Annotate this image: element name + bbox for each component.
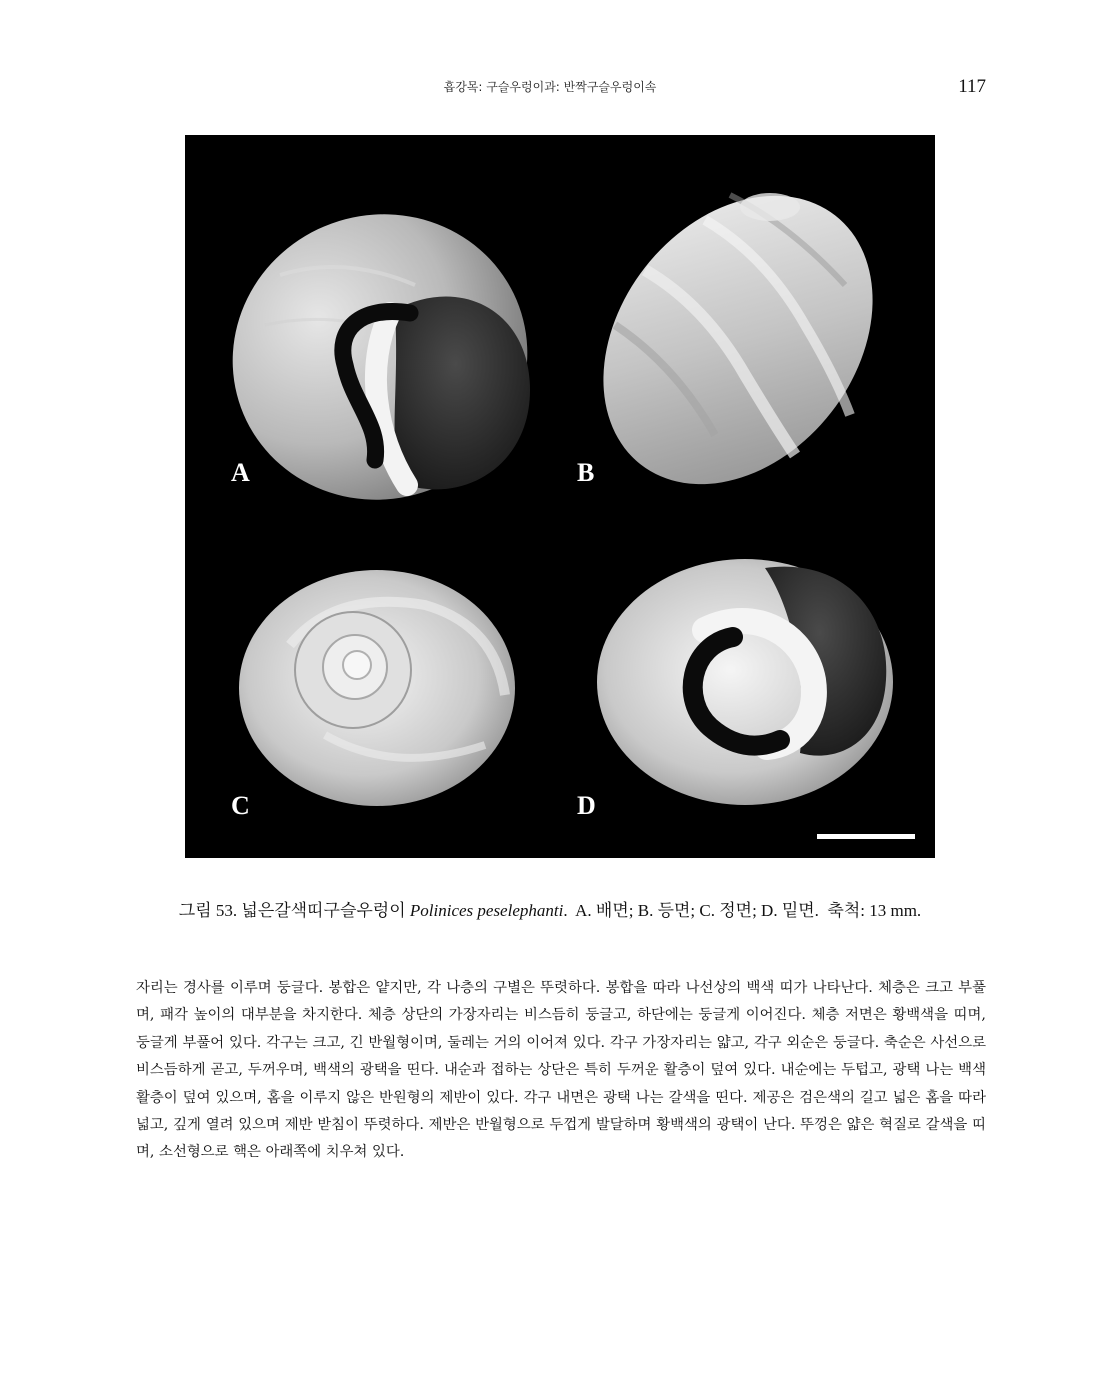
panel-label-b: B: [577, 458, 595, 487]
shell-d-image: [597, 559, 893, 805]
figure-caption: 그림 53. 넓은갈색띠구슬우렁이 Polinices peselephanti. A. 배면; B. 등면; C. 정면; D. 밑면. 축척: 13 mm.: [178, 901, 922, 920]
figure-panel: [185, 135, 935, 858]
caption-scientific-name: Polinices peselephanti: [409, 901, 564, 920]
panel-label-d: D: [577, 791, 596, 820]
page-number: 117: [958, 76, 986, 97]
scale-bar: [817, 834, 915, 839]
panel-label-a: A: [231, 458, 250, 487]
caption-number: 그림 53.: [178, 901, 238, 920]
panel-label-c: C: [231, 791, 250, 820]
body-paragraph: 자리는 경사를 이루며 둥글다. 봉합은 얕지만, 각 나층의 구별은 뚜렷하다. 봉합을 따라 나선상의 백색 띠가 나타난다. 체층은 크고 부풀며, 패각 높이의 대부분을 차지한다. 체층 상단의 가장자리는 비스듬히 둥글고, 하단에는 둥글게 이어진다. 체층 저면은 황백색을 띠며, 둥글게 부풀어 있다. 각구는 크고, 긴 반월형이며, 둘레는 거의 이어져 있다. 각구 가장자리는 얇고, 각구 외순은 둥글다. 축순은 사선으로 비스듬하게 곧고, 두꺼우며, 백색의 광택을 띤다. 내순과 접하는 상단은 특히 두꺼운 활층이 덮여 있다. 내순에는 두텁고, 광택 나는 백색 활층이 덮여 있으며, 홈을 이루지 않은 반원형의 제반이 있다. 각구 내면은 광택 나는 갈색을 띤다. 제공은 검은색의 길고 넓은 홈을 따라 넓고, 깊게 열려 있으며 제반 받침이 뚜렷하다. 제반은 반월형으로 두껍게 발달하며 황백색의 광택이 난다. 뚜껑은 얇은 혁질로 갈색을 띠며, 소선형으로 핵은 아래쪽에 치우쳐 있다.: [136, 980, 986, 1161]
shell-c-image: [239, 570, 515, 806]
shell-photographs: [185, 135, 935, 858]
caption-views: A. 배면; B. 등면; C. 정면; D. 밑면.: [575, 901, 819, 920]
caption-scale: 축척: 13 mm.: [827, 901, 922, 920]
shell-b-image: [548, 143, 929, 537]
running-header: 흡강목: 구슬우렁이과: 반짝구슬우렁이속: [443, 80, 657, 94]
caption-common-name: 넓은갈색띠구슬우렁이: [241, 901, 406, 920]
